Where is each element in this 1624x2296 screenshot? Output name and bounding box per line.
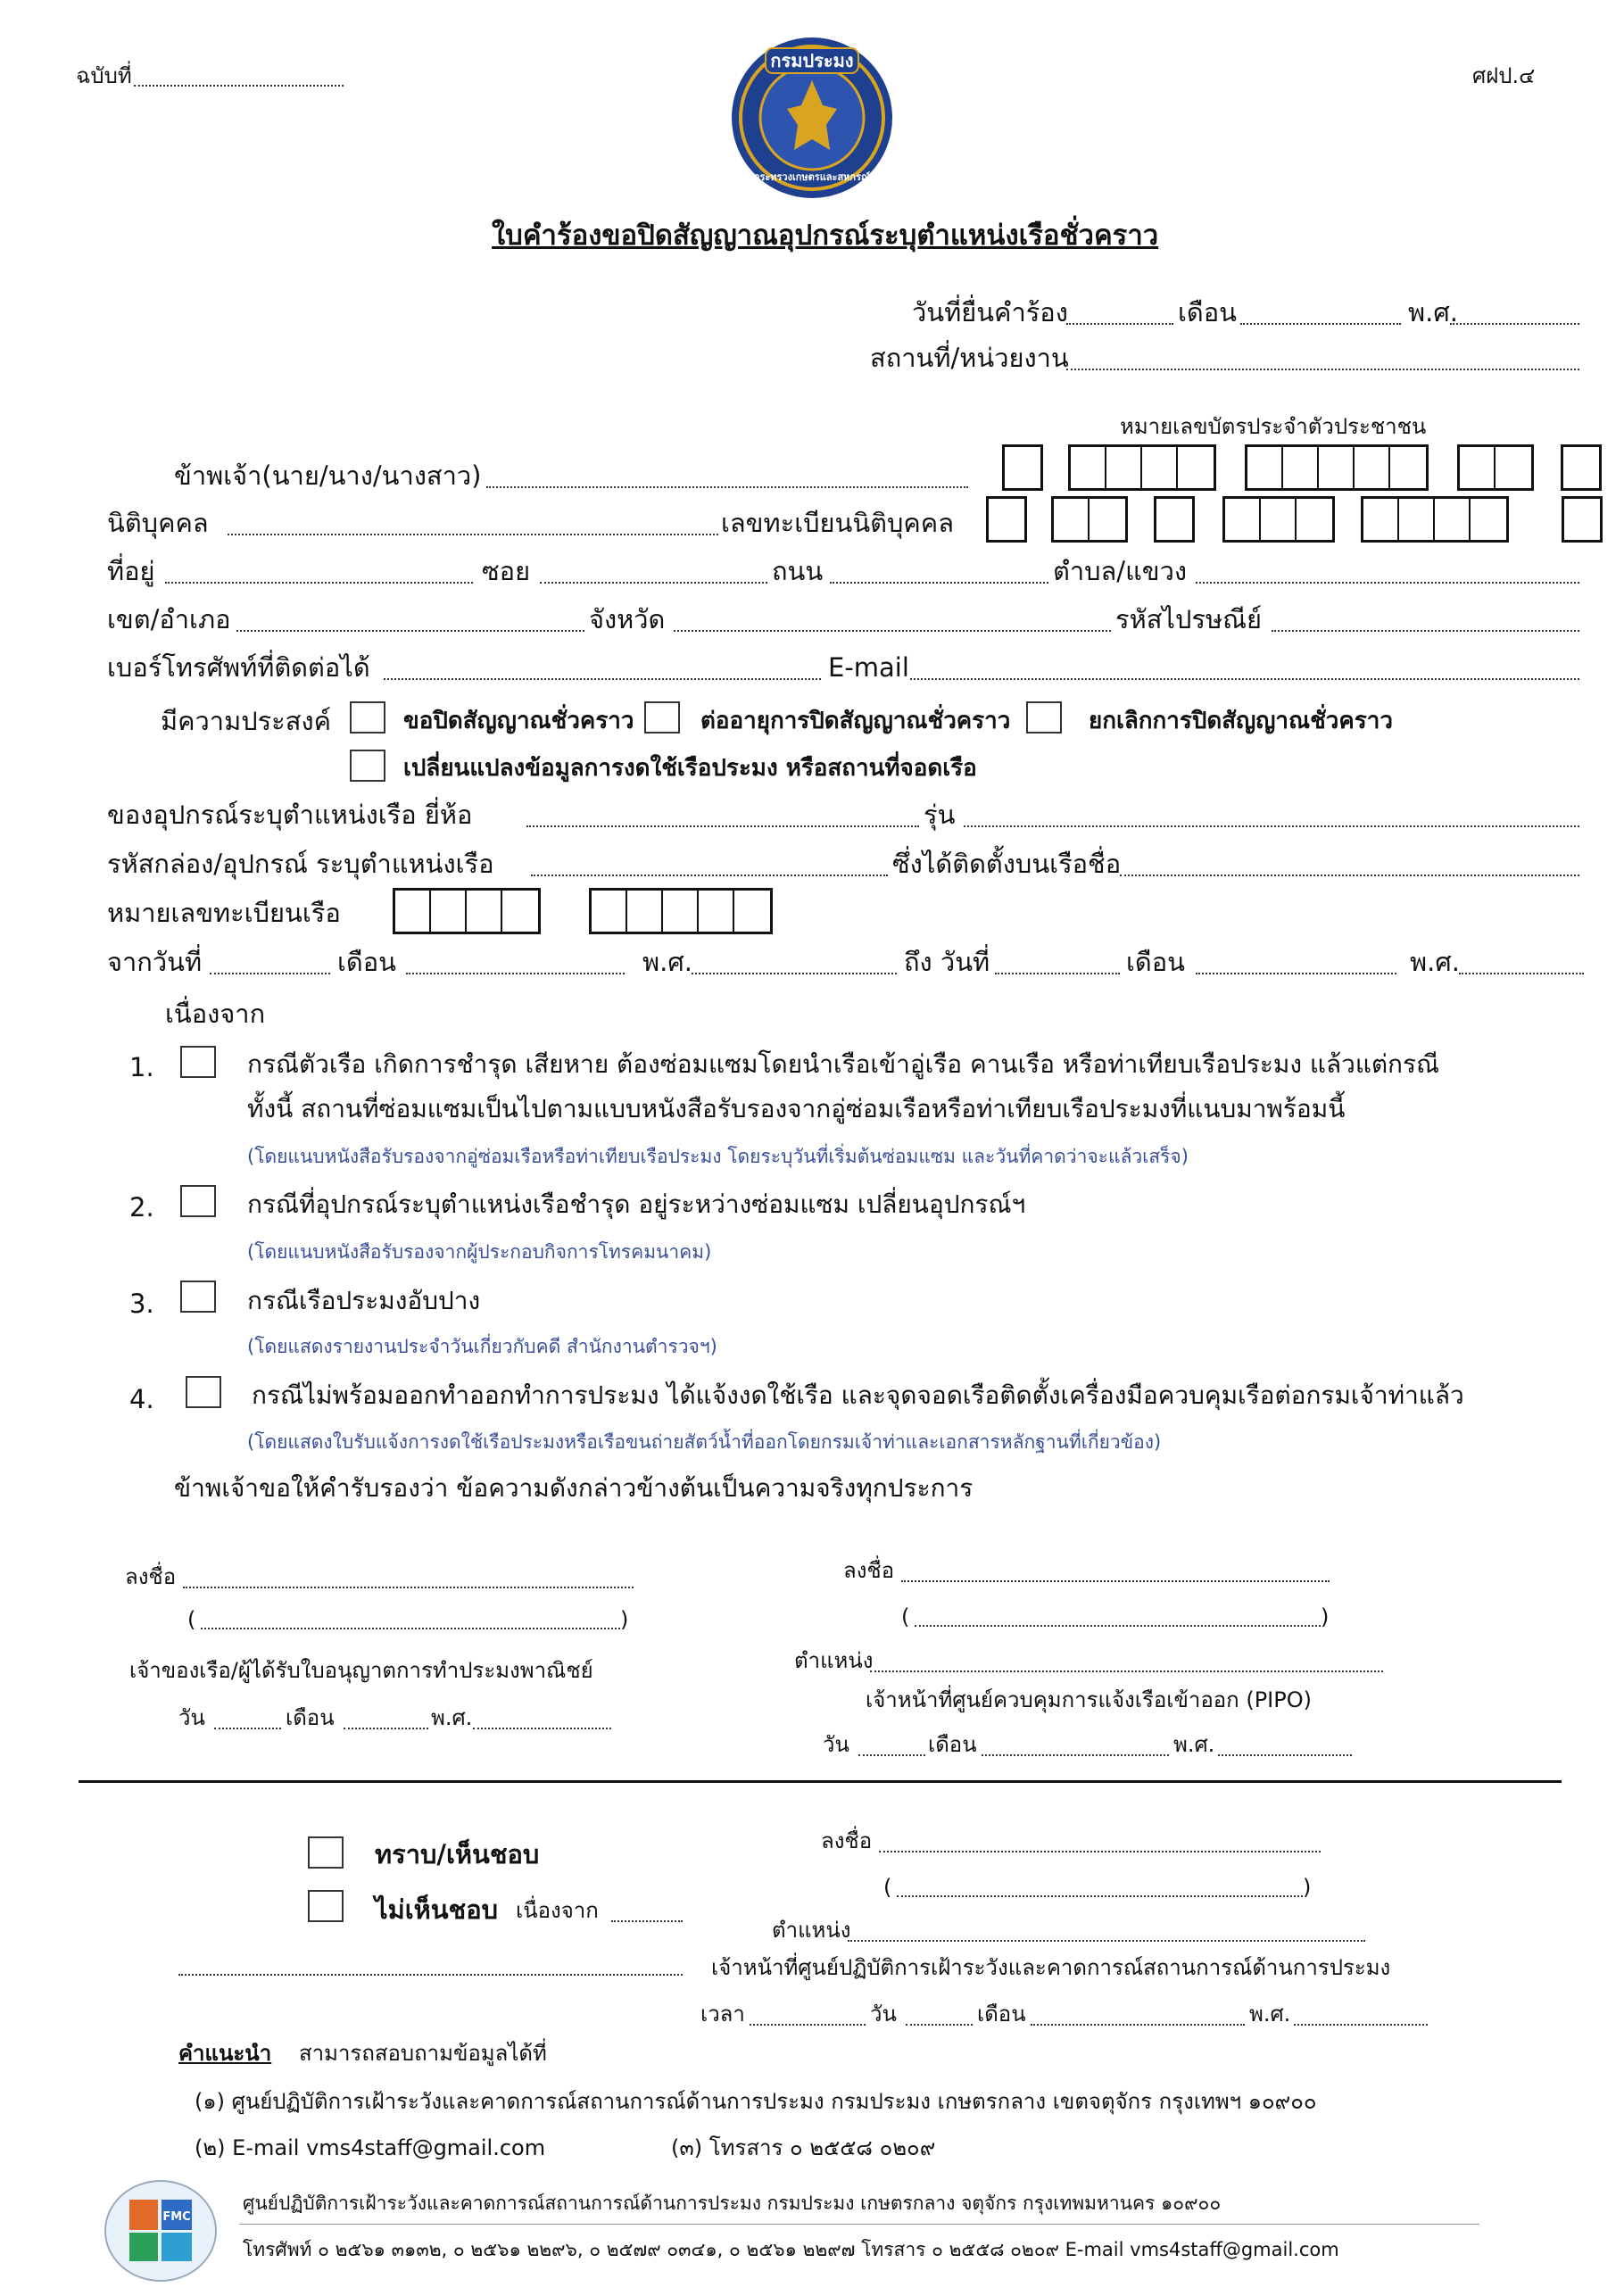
subdistrict-label: ตำบล/แขวง [1053, 556, 1188, 586]
submit-month-label: เดือน [1178, 297, 1237, 327]
advice-item-3: (๓) โทรสาร ๐ ๒๕๕๘ ๐๒๐๙ [671, 2135, 936, 2160]
pipo-day-field[interactable] [858, 1754, 925, 1756]
copy-no-field[interactable] [134, 85, 344, 87]
purpose-option-cancel: ยกเลิกการปิดสัญญาณชั่วคราว [1089, 708, 1393, 734]
reason-4-number: 4. [129, 1384, 154, 1414]
name-label: ข้าพเจ้า(นาย/นาง/นางสาว) [174, 460, 482, 491]
model-label: รุ่น [924, 800, 956, 830]
postcode-label: รหัสไปรษณีย์ [1115, 604, 1262, 634]
advice-intro: สามารถสอบถามข้อมูลได้ที่ [299, 2041, 547, 2066]
reason-2-number: 2. [129, 1192, 154, 1223]
officer-month-field[interactable] [1031, 2024, 1245, 2026]
officer-sign-label: ลงชื่อ [821, 1828, 873, 1853]
pipo-role: เจ้าหน้าที่ศูนย์ควบคุมการแจ้งเรือเข้าออก (PIPO) [866, 1687, 1312, 1712]
from-month-label: เดือน [337, 947, 396, 977]
purpose-checkbox-close[interactable] [350, 701, 385, 734]
owner-year-field[interactable] [473, 1728, 611, 1729]
owner-day-label: วัน [178, 1705, 205, 1730]
advice-item-1: (๑) ศูนย์ปฏิบัติการเฝ้าระวังและคาดการณ์สถานการณ์ด้านการประมง กรมประมง เกษตรกลาง เขตจตุจักร กรุงเทพฯ ๑๐๙๐๐ [195, 2089, 1317, 2114]
fmc-logo-text: FMC [162, 2210, 191, 2224]
officer-month-label: เดือน [977, 2002, 1026, 2027]
reason-1-text: กรณีตัวเรือ เกิดการชำรุด เสียหาย ต้องซ่อมแซมโดยนำเรือเข้าอู่เรือ คานเรือ หรือท่าเทียบเรือประมง แล้วแต่กรณี [247, 1049, 1440, 1079]
reason-3-note: (โดยแสดงรายงานประจำวันเกี่ยวกับคดี สำนักงานตำรวจฯ) [247, 1336, 717, 1357]
reason-3-number: 3. [129, 1289, 154, 1319]
purpose-checkbox-change[interactable] [350, 750, 385, 782]
id-box-group-4[interactable] [1457, 444, 1534, 491]
soi-label: ซอย [482, 556, 531, 586]
officer-time-field[interactable] [750, 2024, 866, 2026]
pipo-name-field[interactable] [915, 1625, 1321, 1627]
to-date-label: ถึง วันที่ [904, 947, 990, 977]
id-box-group-3[interactable] [1245, 444, 1429, 491]
pipo-month-label: เดือน [928, 1732, 977, 1757]
vessel-name-label: ซึ่งได้ติดตั้งบนเรือชื่อ [892, 849, 1122, 879]
reg-box-group-5[interactable] [1361, 496, 1509, 543]
disagree-checkbox[interactable] [308, 1890, 344, 1922]
pipo-year-field[interactable] [1218, 1754, 1352, 1756]
officer-role: เจ้าหน้าที่ศูนย์ปฏิบัติการเฝ้าระวังและคาดการณ์สถานการณ์ด้านการประมง [711, 1955, 1391, 1980]
officer-position-field[interactable] [848, 1940, 1365, 1942]
officer-day-label: วัน [870, 2002, 897, 2027]
pipo-position-field[interactable] [870, 1670, 1383, 1672]
reason-1-number: 1. [129, 1052, 154, 1082]
purpose-label: มีความประสงค์ [161, 706, 332, 736]
submit-year-field[interactable] [1450, 323, 1579, 325]
to-month-label: เดือน [1126, 947, 1185, 977]
reg-box-group-2[interactable] [1051, 496, 1128, 543]
advice-item-2: (๒) E-mail vms4staff@gmail.com [195, 2135, 546, 2160]
reg-box-group-4[interactable] [1222, 496, 1335, 543]
brand-field[interactable] [526, 825, 919, 827]
fmc-logo [103, 2177, 219, 2284]
certify-statement: ข้าพเจ้าขอให้คำรับรองว่า ข้อความดังกล่าวข้างต้นเป็นความจริงทุกประการ [174, 1473, 974, 1503]
purpose-checkbox-cancel[interactable] [1026, 701, 1062, 734]
from-year-label: พ.ศ. [642, 947, 692, 977]
road-field[interactable] [830, 582, 1048, 584]
vessel-name-field[interactable] [1120, 874, 1579, 876]
pipo-month-field[interactable] [982, 1754, 1169, 1756]
id-card-label: หมายเลขบัตรประจำตัวประชาชน [1120, 414, 1427, 439]
district-field[interactable] [236, 630, 584, 632]
from-date-label: จากวันที่ [107, 947, 203, 977]
phone-label: เบอร์โทรศัพท์ที่ติดต่อได้ [107, 652, 370, 683]
province-label: จังหวัด [589, 604, 666, 634]
brand-label: ของอุปกรณ์ระบุตำแหน่งเรือ ยี่ห้อ [107, 800, 473, 830]
form-title: ใบคำร้องขอปิดสัญญาณอุปกรณ์ระบุตำแหน่งเรือชั่วคราว [492, 220, 1159, 252]
purpose-option-change: เปลี่ยนแปลงข้อมูลการงดใช้เรือประมง หรือสถานที่จอดเรือ [403, 755, 977, 782]
officer-signature-field[interactable] [879, 1851, 1321, 1853]
district-label: เขต/อำเภอ [107, 604, 231, 634]
logo-text-top: กรมประมง [770, 50, 854, 71]
purpose-checkbox-renew[interactable] [644, 701, 680, 734]
from-month-field[interactable] [406, 973, 625, 974]
from-day-field[interactable] [210, 973, 330, 974]
reason-2-text: กรณีที่อุปกรณ์ระบุตำแหน่งเรือชำรุด อยู่ระหว่างซ่อมแซม เปลี่ยนอุปกรณ์ฯ [247, 1189, 1026, 1219]
from-year-field[interactable] [692, 973, 897, 974]
province-field[interactable] [674, 630, 1111, 632]
subdistrict-field[interactable] [1196, 582, 1579, 584]
owner-month-label: เดือน [286, 1705, 335, 1730]
footer-contact: โทรศัพท์ ๐ ๒๕๖๑ ๓๑๓๒, ๐ ๒๕๖๑ ๒๒๙๖, ๐ ๒๕๗๙ ๐๓๔๑, ๐ ๒๕๖๑ ๒๒๙๗ โทรสาร ๐ ๒๕๕๘ ๐๒๐๙ E-mail vms4staff@gmail.com [243, 2239, 1339, 2260]
footer-rule [239, 2224, 1479, 2225]
vessel-reg-box-group-2[interactable] [589, 888, 773, 934]
because-field-2[interactable] [178, 1974, 683, 1976]
officer-time-label: เวลา [700, 2002, 745, 2027]
reg-box-group-6[interactable] [1562, 496, 1603, 543]
address-label: ที่อยู่ [107, 556, 155, 586]
road-label: ถนน [772, 556, 824, 586]
pipo-signature-field[interactable] [901, 1580, 1330, 1582]
box-code-label: รหัสกล่อง/อุปกรณ์ ระบุตำแหน่งเรือ [107, 849, 494, 879]
reasons-label: เนื่องจาก [165, 999, 266, 1029]
reason-3-checkbox[interactable] [180, 1281, 216, 1313]
soi-field[interactable] [540, 582, 767, 584]
owner-year-label: พ.ศ. [431, 1705, 473, 1730]
reason-3-text: กรณีเรือประมงอับปาง [247, 1286, 481, 1315]
reg-no-label: หมายเลขทะเบียนเรือ [107, 898, 341, 928]
officer-day-field[interactable] [906, 2024, 973, 2026]
postcode-field[interactable] [1272, 630, 1579, 632]
ack-checkbox[interactable] [308, 1836, 344, 1869]
submit-day-field[interactable] [1066, 323, 1173, 325]
dof-logo [730, 36, 895, 201]
purpose-option-renew: ต่ออายุการปิดสัญญาณชั่วคราว [700, 708, 1011, 734]
pipo-year-label: พ.ศ. [1173, 1732, 1215, 1757]
owner-name-field[interactable] [201, 1628, 620, 1629]
place-field[interactable] [1066, 369, 1579, 370]
reason-1-checkbox[interactable] [180, 1046, 216, 1078]
reason-4-checkbox[interactable] [186, 1376, 221, 1408]
reason-2-checkbox[interactable] [180, 1185, 216, 1217]
submit-date-label: วันที่ยื่นคำร้อง [912, 297, 1068, 327]
because-field[interactable] [611, 1920, 683, 1922]
officer-name-field[interactable] [897, 1895, 1303, 1897]
email-label: E-mail [828, 652, 909, 683]
reg-box-group-1[interactable] [986, 496, 1027, 543]
advice-heading: คำแนะนำ [178, 2041, 272, 2066]
reason-1-text-2: ทั้งนี้ สถานที่ซ่อมแซมเป็นไปตามแบบหนังสือรับรองจากอู่ซ่อมเรือหรือท่าเทียบเรือประมงที่แนบมาพร้อมนี้ [247, 1094, 1346, 1123]
to-year-field[interactable] [1459, 973, 1584, 974]
owner-signature-field[interactable] [183, 1587, 634, 1588]
name-field[interactable] [486, 486, 968, 488]
juristic-label: นิติบุคคล [107, 508, 209, 538]
officer-year-field[interactable] [1294, 2024, 1428, 2026]
officer-position-label: ตำแหน่ง [772, 1918, 851, 1943]
owner-month-field[interactable] [344, 1728, 428, 1729]
to-month-field[interactable] [1196, 973, 1396, 974]
reason-4-note: (โดยแสดงใบรับแจ้งการงดใช้เรือประมงหรือเรือขนถ่ายสัตว์น้ำที่ออกโดยกรมเจ้าท่าและเอกสารหลักฐานที่เกี่ยวข้อง) [247, 1431, 1162, 1453]
reg-box-group-3[interactable] [1154, 496, 1195, 543]
because-label: เนื่องจาก [516, 1898, 599, 1923]
owner-role: เจ้าของเรือ/ผู้ได้รับใบอนุญาตการทำประมงพาณิชย์ [129, 1658, 593, 1683]
footer-address: ศูนย์ปฏิบัติการเฝ้าระวังและคาดการณ์สถานการณ์ด้านการประมง กรมประมง เกษตรกลาง จตุจักร กรุงเทพมหานคร ๑๐๙๐๐ [243, 2192, 1222, 2214]
juristic-field[interactable] [228, 534, 718, 535]
email-field[interactable] [910, 678, 1579, 680]
section-divider [79, 1780, 1562, 1783]
address-field[interactable] [165, 582, 473, 584]
phone-field[interactable] [384, 678, 821, 680]
reason-1-note: (โดยแนบหนังสือรับรองจากอู่ซ่อมเรือหรือท่าเทียบเรือประมง โดยระบุวันที่เริ่มต้นซ่อมแซม และวันที่คาดว่าจะแล้วเสร็จ) [247, 1146, 1189, 1167]
owner-day-field[interactable] [214, 1728, 281, 1729]
reason-2-note: (โดยแนบหนังสือรับรองจากผู้ประกอบกิจการโทรคมนาคม) [247, 1241, 712, 1263]
purpose-option-close: ขอปิดสัญญาณชั่วคราว [403, 708, 634, 734]
logo-text-bottom: กระทรวงเกษตรและสหกรณ์ [753, 171, 871, 183]
submit-year-label: พ.ศ. [1408, 297, 1458, 327]
reason-4-text: กรณีไม่พร้อมออกทำออกทำการประมง ได้แจ้งงดใช้เรือ และจุดจอดเรือติดตั้งเครื่องมือควบคุมเรือต่อกรมเจ้าท่าแล้ว [252, 1380, 1464, 1410]
form-code: ศฝป.๔ [1472, 63, 1536, 88]
id-box-group-1[interactable] [1002, 444, 1043, 491]
copy-no-label: ฉบับที่ [76, 63, 132, 88]
ack-label: ทราบ/เห็นชอบ [375, 1839, 540, 1869]
owner-sign-label: ลงชื่อ [125, 1564, 177, 1589]
officer-year-label: พ.ศ. [1249, 2002, 1291, 2027]
pipo-day-label: วัน [823, 1732, 849, 1757]
vessel-reg-box-group-1[interactable] [393, 888, 541, 934]
pipo-position-label: ตำแหน่ง [794, 1648, 874, 1673]
disagree-label: ไม่เห็นชอบ [375, 1894, 499, 1925]
juristic-reg-label: เลขทะเบียนนิติบุคคล [721, 508, 954, 538]
submit-month-field[interactable] [1240, 323, 1401, 325]
pipo-sign-label: ลงชื่อ [843, 1558, 895, 1583]
to-day-field[interactable] [995, 973, 1120, 974]
box-code-field[interactable] [531, 874, 888, 876]
model-field[interactable] [964, 825, 1579, 827]
to-year-label: พ.ศ. [1410, 947, 1460, 977]
id-box-group-2[interactable] [1068, 444, 1216, 491]
id-box-group-5[interactable] [1561, 444, 1602, 491]
place-label: สถานที่/หน่วยงาน [870, 343, 1069, 373]
